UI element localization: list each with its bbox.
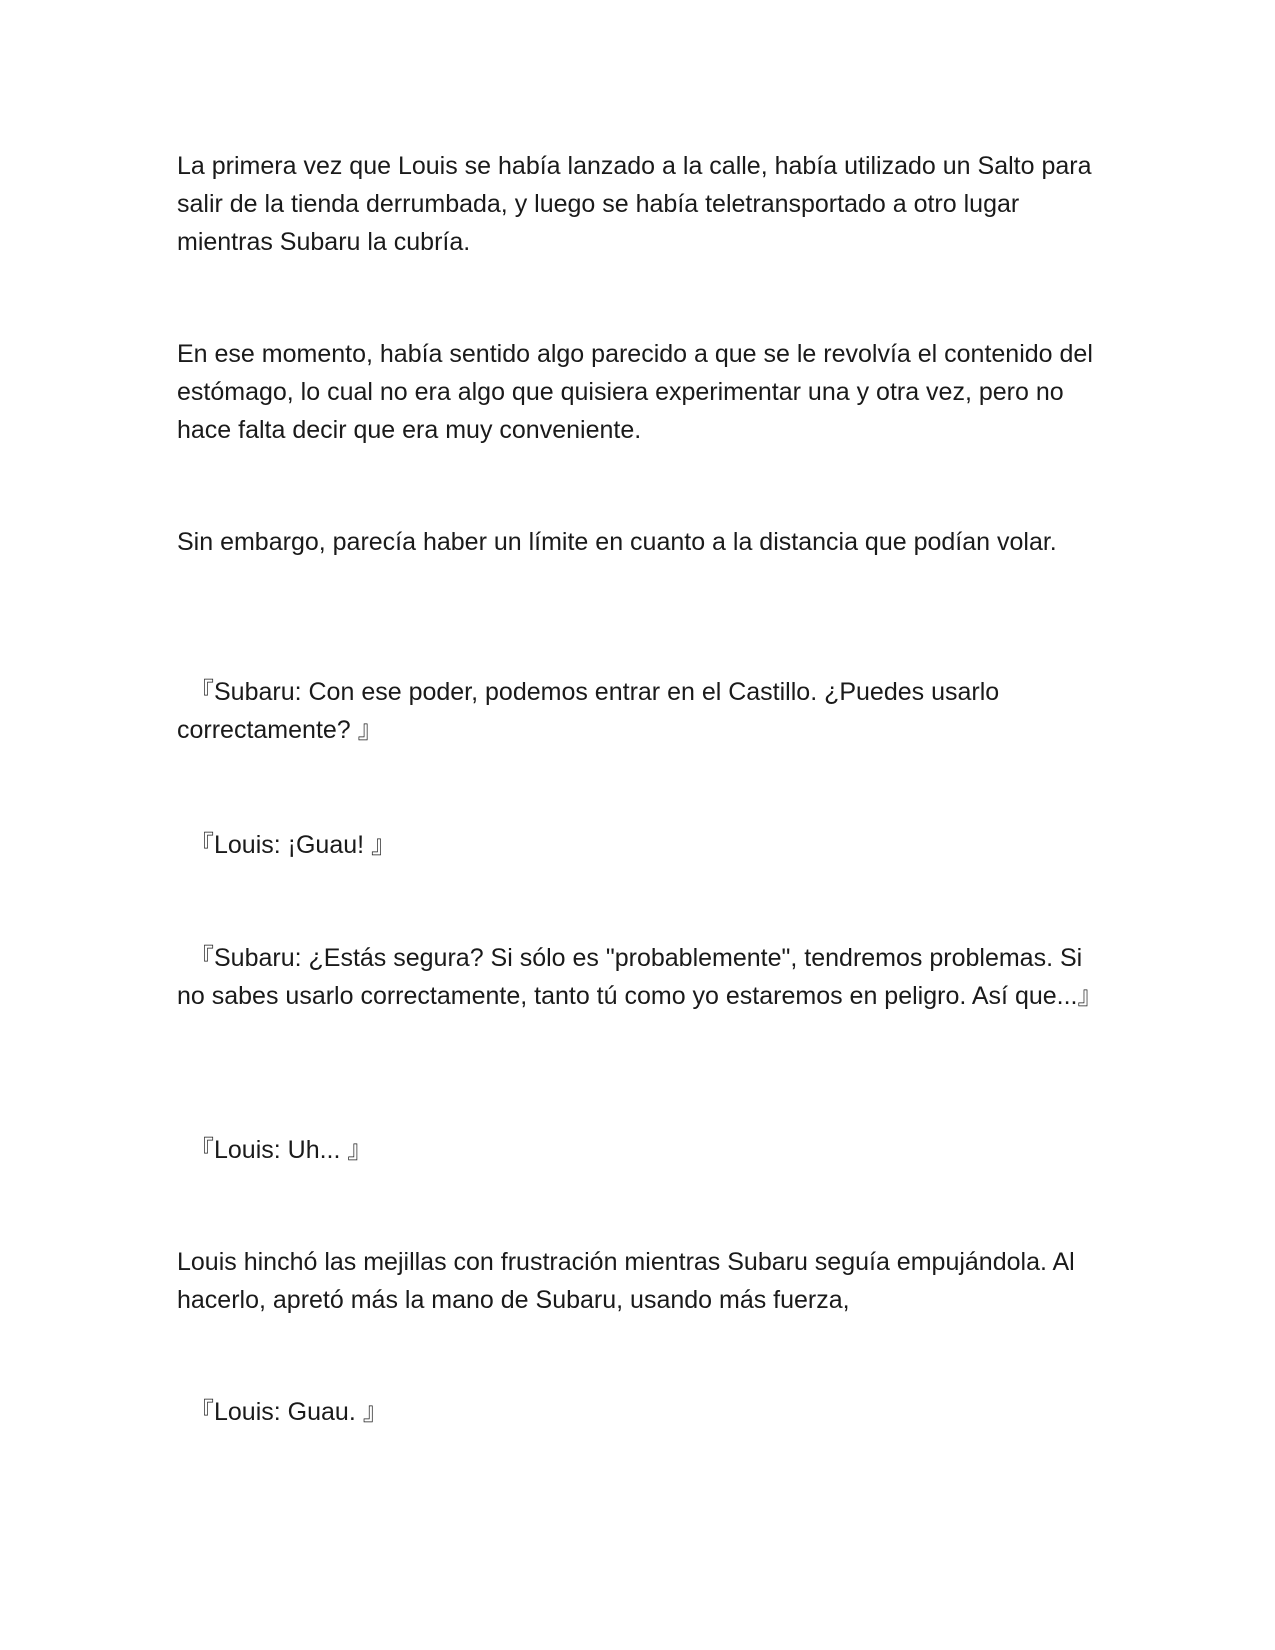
dialogue-line: 『Louis: ¡Guau! 』 <box>189 831 397 859</box>
narration-paragraph: En ese momento, había sentido algo parecido a que se le revolvía el contenido del estómago, lo cual no era algo que quisiera experimentar una y otra vez, pero no hace falta decir que era muy conveniente. <box>177 340 1093 444</box>
dialogue-line: 『Subaru: Con ese poder, podemos entrar en el Castillo. ¿Puedes usarlo correctamente? 』 <box>177 678 1000 744</box>
narration-paragraph: Sin embargo, parecía haber un límite en cuanto a la distancia que podían volar. <box>177 528 1057 556</box>
narration-paragraph: Louis hinchó las mejillas con frustración mientras Subaru seguía empujándola. Al hacerlo, apretó más la mano de Subaru, usando más fuerza, <box>177 1248 1075 1314</box>
dialogue-line: 『Subaru: ¿Estás segura? Si sólo es "probablemente", tendremos problemas. Si no sabes usarlo correctamente, tanto tú como yo estaremos en peligro. Así que...』 <box>177 944 1103 1010</box>
dialogue-line: 『Louis: Uh... 』 <box>189 1136 373 1164</box>
narration-paragraph: La primera vez que Louis se había lanzado a la calle, había utilizado un Salto para salir de la tienda derrumbada, y luego se había teletransportado a otro lugar mientras Subaru la cubría. <box>177 152 1092 256</box>
dialogue-line: 『Louis: Guau. 』 <box>189 1398 388 1426</box>
